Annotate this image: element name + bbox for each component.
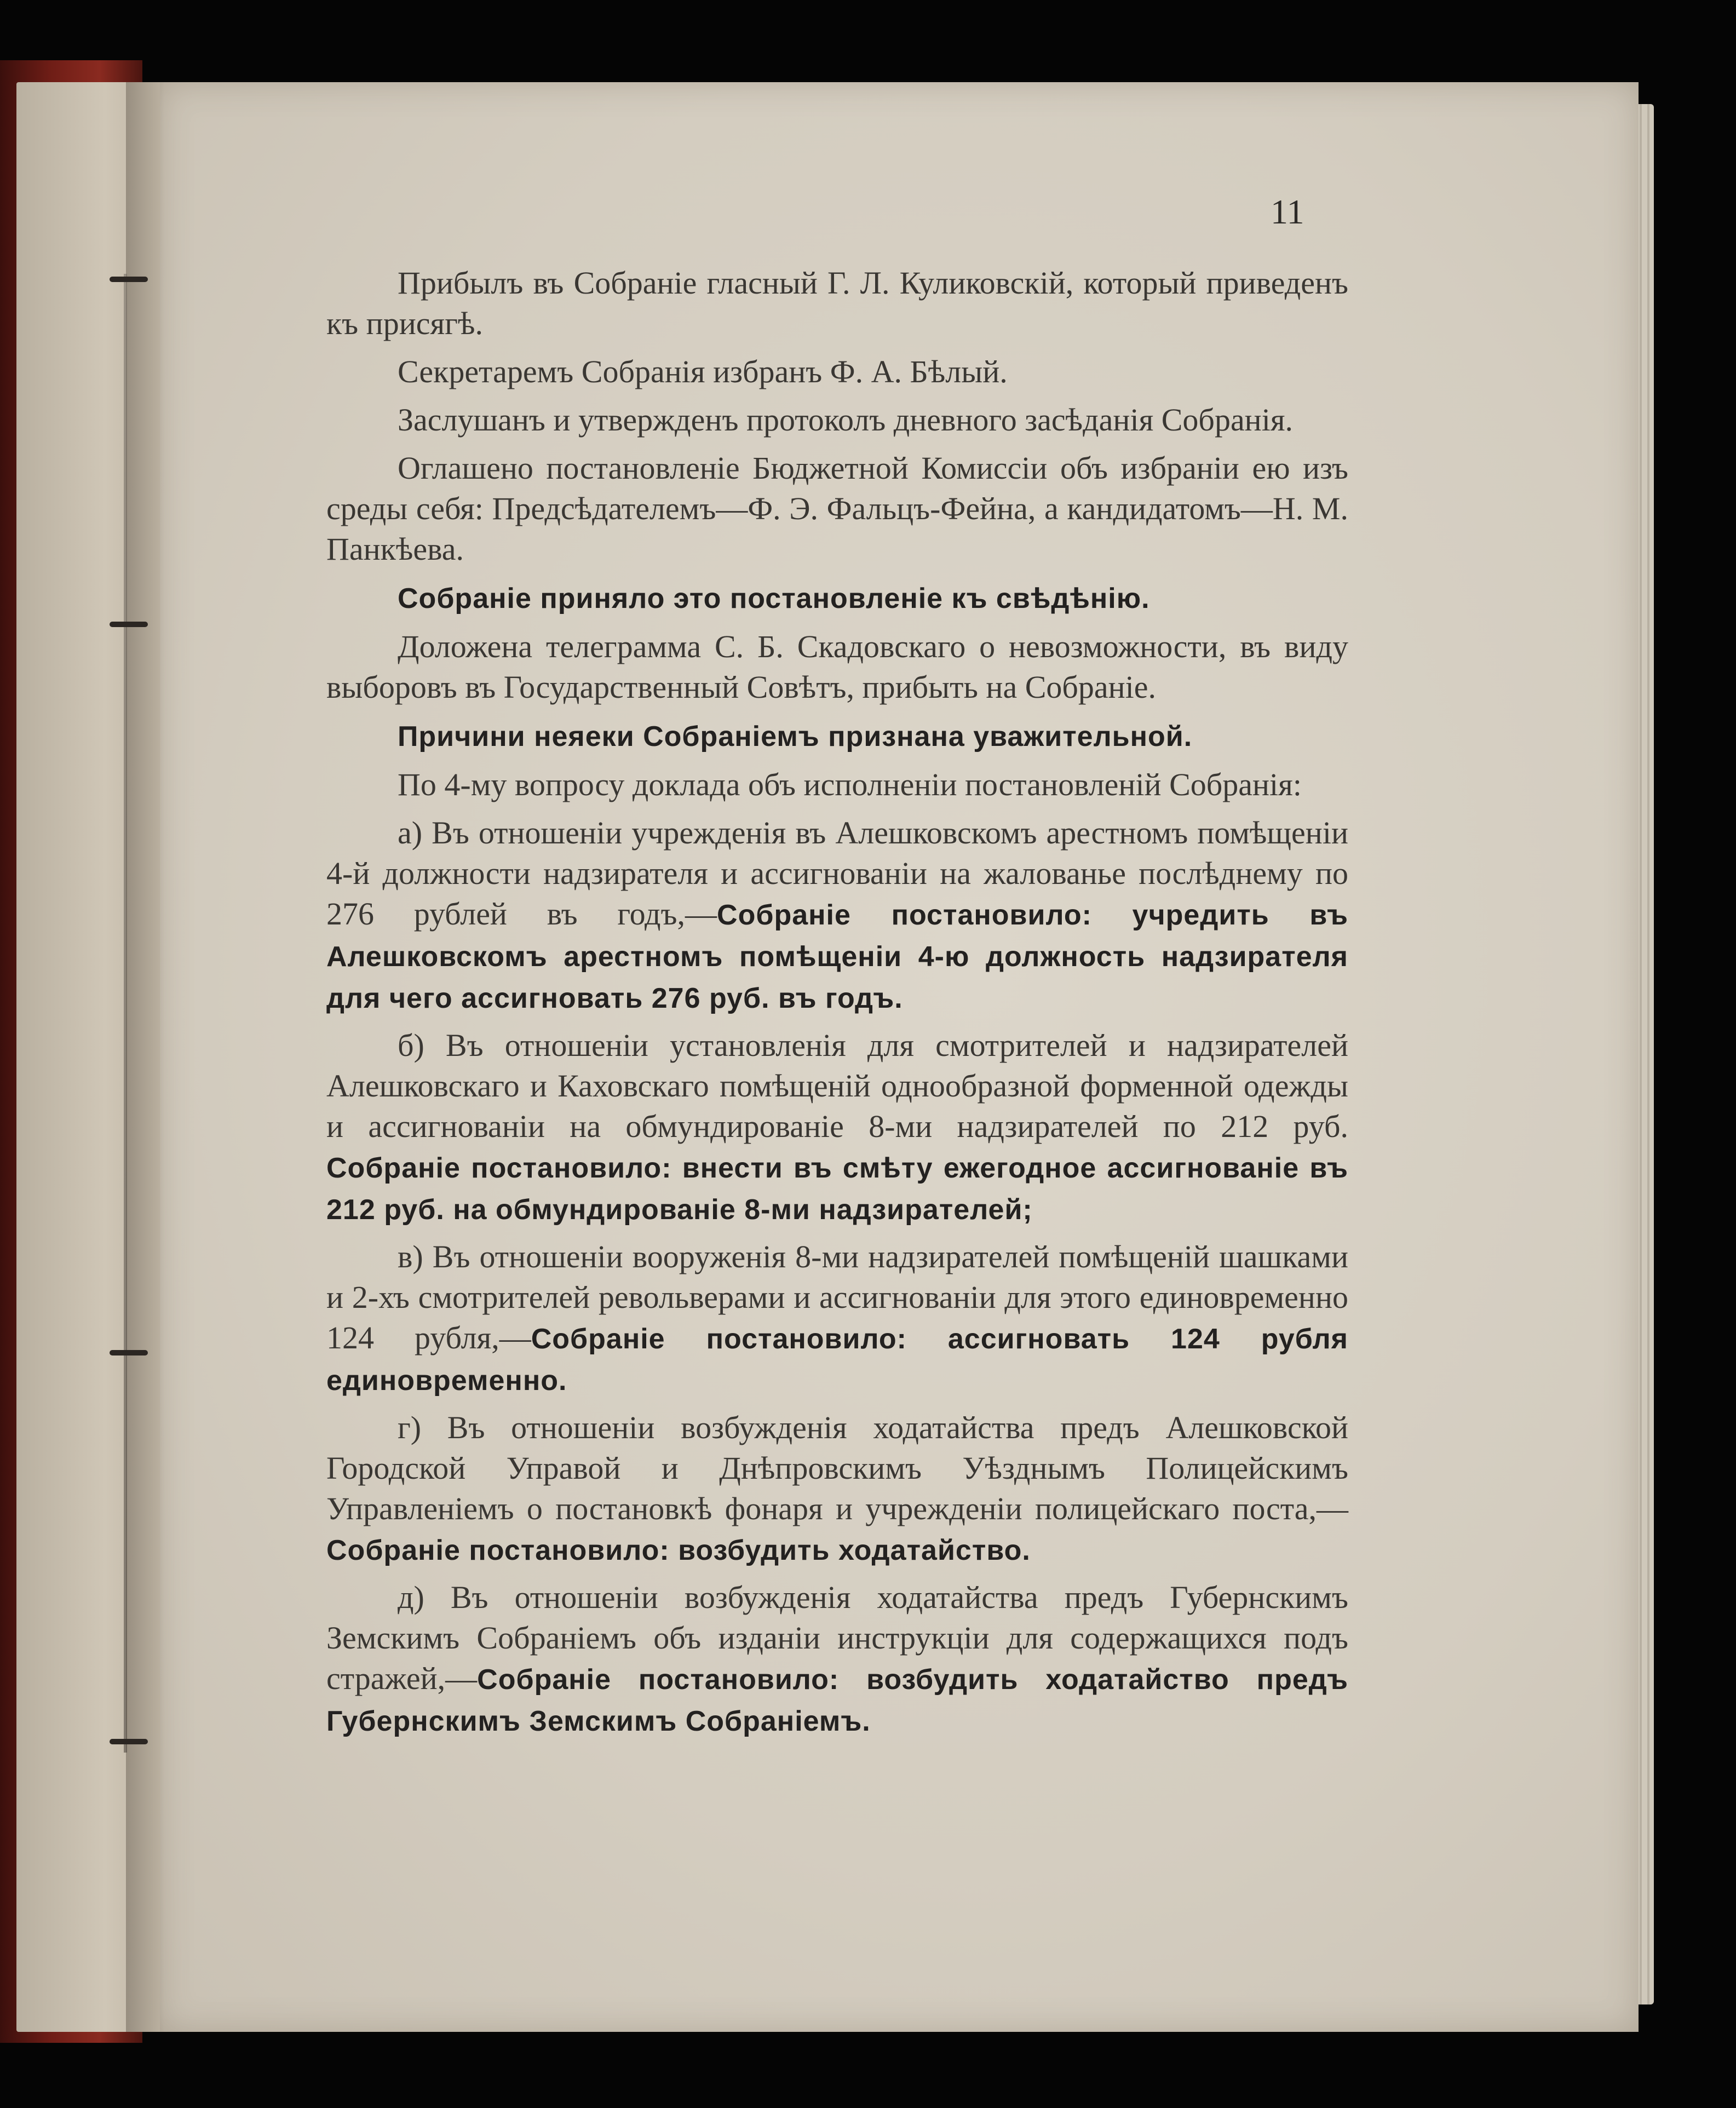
paragraph: Секретаремъ Собранія избранъ Ф. А. Бѣлый. xyxy=(398,354,1008,389)
binding-stitch xyxy=(110,1739,148,1744)
resolution-paragraph: Собраніе приняло это постановленіе къ свѣдѣнію. xyxy=(398,583,1150,614)
paragraph: Оглашено постановленіе Бюджетной Комиссіи объ избраніи ею изъ среды себя: Предсѣдателемъ—Ф. Э. Фальцъ-Фейна, а кандидатомъ—Н. М. Панкѣева. xyxy=(326,450,1348,567)
item-g: г) Въ отношеніи возбужденія ходатайства предъ Алешковской Городской Управой и Днѣпровскимъ Уѣзднымъ Полицейскимъ Управленіемъ о постановкѣ фонаря и учрежденіи полицейскаго поста,—Собраніе постановило: возбудить ходатайство. xyxy=(326,1410,1348,1566)
paragraph: По 4-му вопросу доклада объ исполненіи постановленій Собранія: xyxy=(398,767,1302,802)
page-number: 11 xyxy=(1271,192,1304,231)
item-v: в) Въ отношеніи вооруженія 8-ми надзирателей помѣщеній шашками и 2-хъ смотрителей револьверами и ассигнованіи для этого единовременно 124 рубля,—Собраніе постановило: ассигновать 124 рубля единовременно. xyxy=(326,1239,1348,1397)
binding-stitch xyxy=(110,1350,148,1355)
paragraph: Доложена телеграмма С. Б. Скадовскаго о невозможности, въ виду выборовъ въ Государственный Совѣтъ, прибыть на Собраніе. xyxy=(326,629,1348,705)
resolution-paragraph: Причини неяеки Собраніемъ признана уважительной. xyxy=(398,721,1193,753)
binding-stitch xyxy=(110,622,148,627)
paragraph: Прибылъ въ Собраніе гласный Г. Л. Куликовскій, который приведенъ къ присягѣ. xyxy=(326,265,1348,341)
binding-stitch xyxy=(110,277,148,282)
item-b: б) Въ отношеніи установленія для смотрителей и надзирателей Алешковскаго и Каховскаго помѣщеній однообразной форменной одежды и ассигнованіи на обмундированіе 8-ми надзирателей по 212 руб. Собраніе постановило: внести въ смѣту ежегодное ассигнованіе въ 212 руб. на обмундированіе 8-ми надзирателей; xyxy=(326,1027,1348,1226)
paragraph: Заслушанъ и утвержденъ протоколъ дневного засѣданія Собранія. xyxy=(398,402,1294,438)
item-d: д) Въ отношеніи возбужденія ходатайства предъ Губернскимъ Земскимъ Собраніемъ объ изданіи инструкціи для содержащихся подъ стражей,—Собраніе постановило: возбудить ходатайство предъ Губернскимъ Земскимъ Собраніемъ. xyxy=(326,1579,1348,1737)
binding-thread xyxy=(124,274,127,1753)
item-a: а) Въ отношеніи учрежденія въ Алешковскомъ арестномъ помѣщеніи 4-й должности надзирателя и ассигнованіи на жалованье послѣднему по 276 рублей въ годъ,—Собраніе постановило: учредить въ Алешковскомъ арестномъ помѣщеніи 4-ю должность надзирателя для чего ассигновать 276 руб. въ годъ. xyxy=(326,815,1348,1014)
page-text xyxy=(326,263,1348,1748)
